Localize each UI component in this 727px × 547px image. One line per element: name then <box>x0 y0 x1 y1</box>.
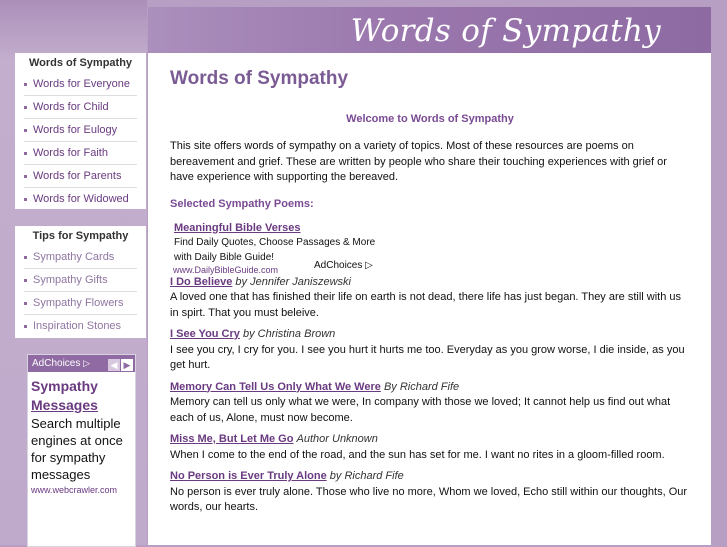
ad-bar <box>28 355 135 372</box>
poem-entry <box>170 469 690 516</box>
intro-text: This site offers words of sympathy on a variety of topics. Most of these resources are poems on bereavement and grief. These are written by people who share their touching experiences with grief or have experience with supporting the bereaved. <box>170 140 667 183</box>
poem-excerpt: Memory can tell us only what we were, In company with those we loved; It cannot help us find out what each of us, Alone, must now become. <box>170 396 671 424</box>
sidebar-tips-box <box>15 226 146 338</box>
inline-ad-url[interactable]: www.DailyBibleGuide.com <box>173 264 279 275</box>
bullet-icon <box>24 175 27 178</box>
adchoices-label[interactable]: AdChoices <box>32 358 81 369</box>
bullet-icon <box>24 279 27 282</box>
poem-excerpt: When I come to the end of the road, and the sun has set for me. I want no rites in a gloom-filled room. <box>170 448 665 461</box>
adchoices-icon[interactable]: ▷ <box>83 358 91 368</box>
inline-adchoices[interactable]: AdChoices ▷ <box>314 259 373 271</box>
bullet-icon <box>24 129 27 132</box>
poem-author: by Christina Brown <box>242 328 336 340</box>
poem-entry <box>170 380 690 427</box>
site-logo-title: Words of Sympathy <box>350 13 661 49</box>
bullet-icon <box>24 106 27 109</box>
poem-author: Author Unknown <box>296 433 378 445</box>
sidebar-item-widowed[interactable]: Words for Widowed <box>24 188 137 210</box>
bullet-icon <box>24 256 27 259</box>
sidebar-heading-tips: Tips for Sympathy <box>32 230 129 242</box>
sidebar-item-child[interactable]: Words for Child <box>24 96 137 119</box>
poem-link[interactable]: I See You Cry <box>170 328 240 340</box>
sidebar-ad[interactable] <box>27 354 136 547</box>
sidebar-item-parents[interactable]: Words for Parents <box>24 165 137 188</box>
sidebar-words-box <box>15 53 146 209</box>
selected-poems-heading: Selected Sympathy Poems: <box>170 197 314 210</box>
bullet-icon <box>24 152 27 155</box>
poem-author: By Richard Fife <box>383 380 460 393</box>
ad-text: Search multiple engines at once for sympathy messages <box>31 416 123 482</box>
inline-ad[interactable] <box>170 222 690 275</box>
sidebar-heading-words: Words of Sympathy <box>28 57 133 69</box>
bullet-icon <box>24 198 27 201</box>
poem-link[interactable]: Memory Can Tell Us Only What We Were <box>170 380 381 393</box>
poem-link[interactable]: I Do Believe <box>170 275 233 288</box>
main-content <box>170 68 690 516</box>
poem-entry <box>170 432 690 463</box>
sidebar-item-flowers[interactable]: Sympathy Flowers <box>24 292 137 315</box>
ad-url[interactable]: www.webcrawler.com <box>31 485 118 495</box>
sidebar-item-cards[interactable]: Sympathy Cards <box>24 246 137 269</box>
poem-entry <box>170 327 690 374</box>
poem-excerpt: A loved one that has finished their life on earth is not dead, there life has just began. They are still with us in spirt. That you must beleive. <box>170 291 681 319</box>
inline-ad-text: Find Daily Quotes, Choose Passages & More with Daily Bible Guide! <box>174 236 376 263</box>
sidebar-item-everyone[interactable]: Words for Everyone <box>24 73 137 96</box>
adchoices-icon: ▷ <box>365 259 373 271</box>
prev-arrow-icon[interactable]: ◀ <box>108 359 120 371</box>
poem-link[interactable]: Miss Me, But Let Me Go <box>170 433 294 445</box>
bullet-icon <box>24 302 27 305</box>
sidebar-item-stones[interactable]: Inspiration Stones <box>24 315 137 337</box>
site-header <box>148 7 711 53</box>
poem-link[interactable]: No Person is Ever Truly Alone <box>170 470 327 482</box>
sidebar-item-eulogy[interactable]: Words for Eulogy <box>24 119 137 142</box>
sidebar-item-faith[interactable]: Words for Faith <box>24 142 137 165</box>
inline-ad-title[interactable]: Meaningful Bible Verses <box>174 221 301 234</box>
poem-author: by Jennifer Janiszewski <box>235 275 351 288</box>
sidebar-item-gifts[interactable]: Sympathy Gifts <box>24 269 137 292</box>
poem-excerpt: No person is ever truly alone. Those who live no more, Whom we loved, Echo still within our thoughts, Our words, our hearts. <box>170 485 688 513</box>
poem-author: by Richard Fife <box>329 470 404 482</box>
bullet-icon <box>24 83 27 86</box>
ad-title[interactable]: Sympathy Messages <box>31 378 98 413</box>
next-arrow-icon[interactable]: ▶ <box>121 359 133 371</box>
poem-excerpt: I see you cry, I cry for you. I see you hurt it hurts me too. Everyday as you grow worse, I die inside, as you get hurt. <box>170 343 685 371</box>
page-title: Words of Sympathy <box>170 68 349 89</box>
poem-entry <box>170 275 690 322</box>
welcome-heading: Welcome to Words of Sympathy <box>346 113 514 125</box>
bullet-icon <box>24 325 27 328</box>
